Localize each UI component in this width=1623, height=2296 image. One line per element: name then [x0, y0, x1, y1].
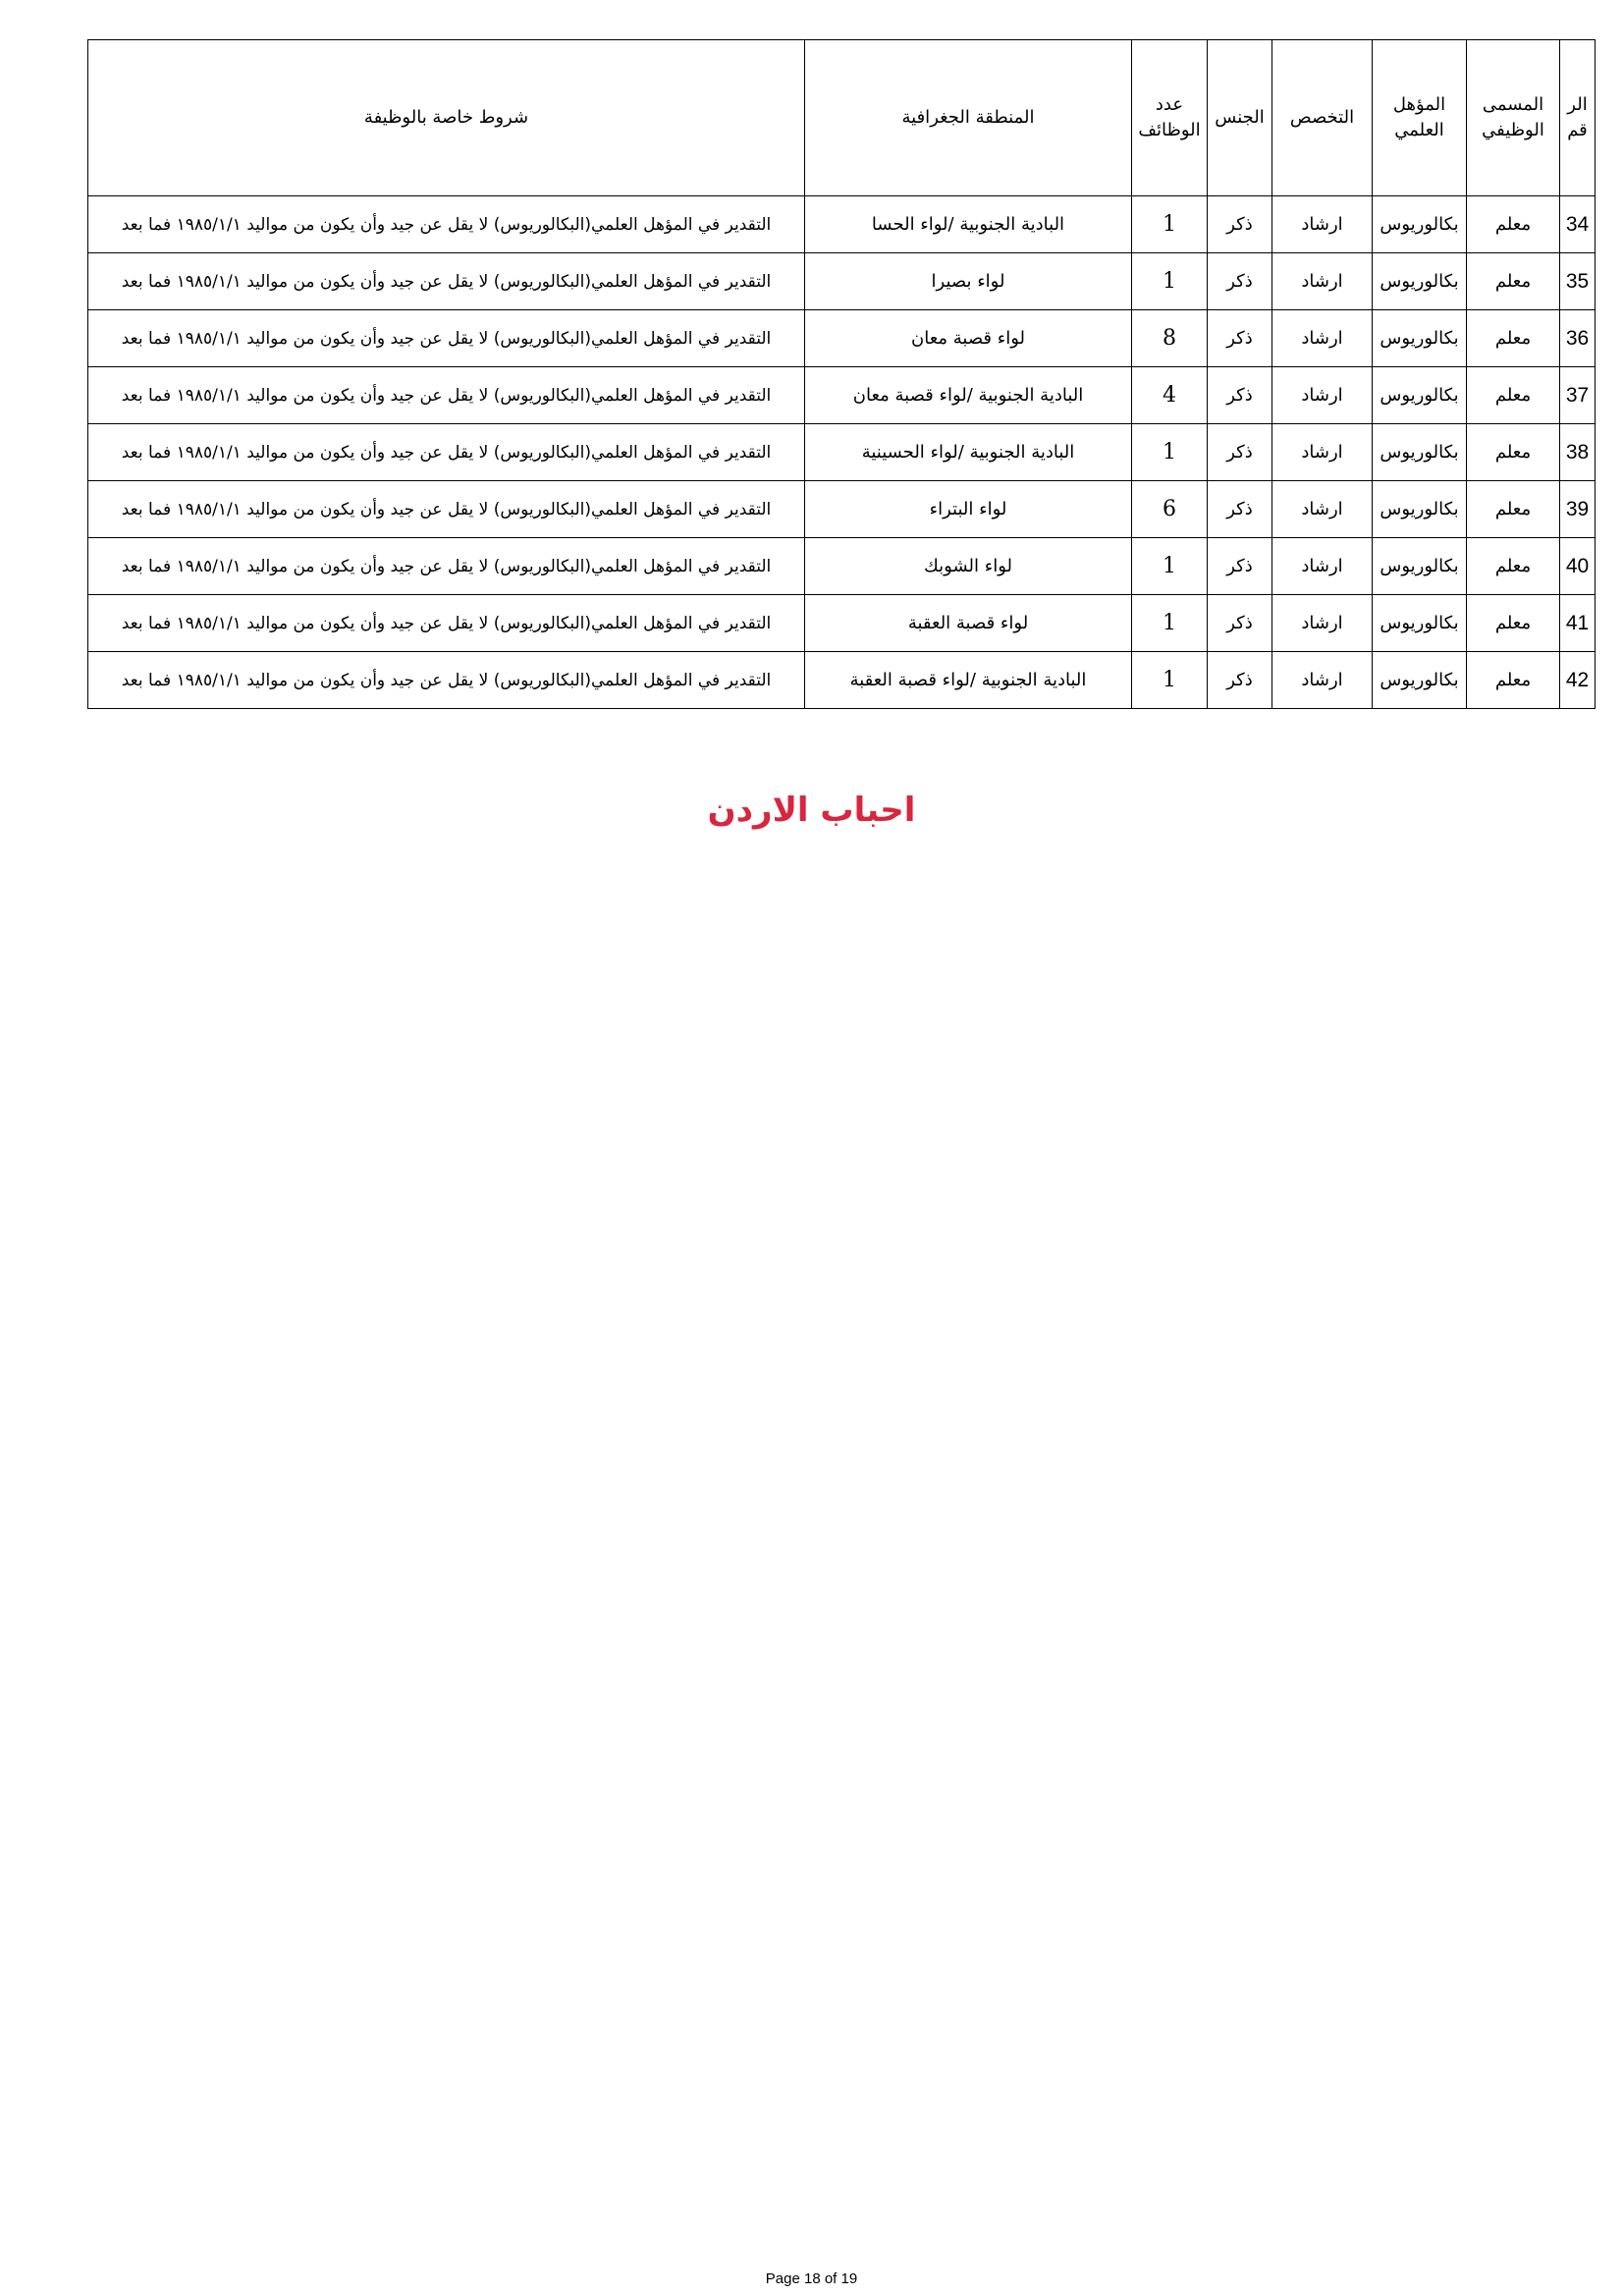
cell-qualification: بكالوريوس: [1373, 367, 1467, 424]
cell-region: البادية الجنوبية /لواء الحسينية: [805, 424, 1132, 481]
table-row: [88, 196, 1596, 253]
table-header-row: [88, 40, 1596, 196]
cell-gender: ذكر: [1208, 652, 1272, 709]
cell-job-title: معلم: [1467, 538, 1560, 595]
table-row: [88, 595, 1596, 652]
page-number: Page 18 of 19: [765, 2270, 858, 2287]
cell-specialization: ارشاد: [1272, 310, 1373, 367]
header-region: المنطقة الجغرافية: [805, 40, 1132, 196]
cell-conditions: التقدير في المؤهل العلمي(البكالوريوس) لا يقل عن جيد وأن يكون من مواليد ١٩٨٥/١/١ فما بعد: [88, 424, 805, 481]
cell-qualification: بكالوريوس: [1373, 253, 1467, 310]
cell-gender: ذكر: [1208, 424, 1272, 481]
cell-job-title: معلم: [1467, 253, 1560, 310]
cell-qualification: بكالوريوس: [1373, 424, 1467, 481]
cell-qualification: بكالوريوس: [1373, 538, 1467, 595]
header-rank: الر قم: [1560, 40, 1596, 196]
cell-region: لواء الشوبك: [805, 538, 1132, 595]
cell-rank: 35: [1560, 253, 1596, 310]
table-row: [88, 253, 1596, 310]
header-conditions: شروط خاصة بالوظيفة: [88, 40, 805, 196]
header-gender: الجنس: [1208, 40, 1272, 196]
cell-gender: ذكر: [1208, 196, 1272, 253]
cell-specialization: ارشاد: [1272, 481, 1373, 538]
cell-job-count: 8: [1132, 310, 1208, 367]
cell-conditions: التقدير في المؤهل العلمي(البكالوريوس) لا يقل عن جيد وأن يكون من مواليد ١٩٨٥/١/١ فما بعد: [88, 310, 805, 367]
cell-gender: ذكر: [1208, 310, 1272, 367]
header-job-count: عدد الوظائف: [1132, 40, 1208, 196]
table-row: [88, 652, 1596, 709]
cell-job-title: معلم: [1467, 196, 1560, 253]
cell-conditions: التقدير في المؤهل العلمي(البكالوريوس) لا يقل عن جيد وأن يكون من مواليد ١٩٨٥/١/١ فما بعد: [88, 595, 805, 652]
cell-rank: 34: [1560, 196, 1596, 253]
cell-region: البادية الجنوبية /لواء قصبة معان: [805, 367, 1132, 424]
cell-conditions: التقدير في المؤهل العلمي(البكالوريوس) لا يقل عن جيد وأن يكون من مواليد ١٩٨٥/١/١ فما بعد: [88, 652, 805, 709]
cell-job-count: 1: [1132, 253, 1208, 310]
header-qualification: المؤهل العلمي: [1373, 40, 1467, 196]
cell-rank: 40: [1560, 538, 1596, 595]
cell-job-title: معلم: [1467, 595, 1560, 652]
cell-rank: 38: [1560, 424, 1596, 481]
cell-job-title: معلم: [1467, 424, 1560, 481]
table-row: [88, 424, 1596, 481]
cell-gender: ذكر: [1208, 538, 1272, 595]
cell-rank: 36: [1560, 310, 1596, 367]
cell-job-count: 1: [1132, 424, 1208, 481]
cell-qualification: بكالوريوس: [1373, 196, 1467, 253]
cell-region: البادية الجنوبية /لواء قصبة العقبة: [805, 652, 1132, 709]
cell-specialization: ارشاد: [1272, 196, 1373, 253]
cell-job-title: معلم: [1467, 367, 1560, 424]
table-row: [88, 481, 1596, 538]
cell-region: لواء بصيرا: [805, 253, 1132, 310]
cell-conditions: التقدير في المؤهل العلمي(البكالوريوس) لا يقل عن جيد وأن يكون من مواليد ١٩٨٥/١/١ فما بعد: [88, 481, 805, 538]
header-specialization: التخصص: [1272, 40, 1373, 196]
cell-gender: ذكر: [1208, 481, 1272, 538]
header-job-title: المسمى الوظيفي: [1467, 40, 1560, 196]
cell-region: لواء البتراء: [805, 481, 1132, 538]
cell-job-count: 1: [1132, 595, 1208, 652]
cell-job-count: 1: [1132, 652, 1208, 709]
cell-specialization: ارشاد: [1272, 538, 1373, 595]
watermark-text: احباب الاردن: [707, 791, 916, 830]
cell-region: البادية الجنوبية /لواء الحسا: [805, 196, 1132, 253]
cell-specialization: ارشاد: [1272, 595, 1373, 652]
cell-specialization: ارشاد: [1272, 424, 1373, 481]
table-row: [88, 367, 1596, 424]
cell-conditions: التقدير في المؤهل العلمي(البكالوريوس) لا يقل عن جيد وأن يكون من مواليد ١٩٨٥/١/١ فما بعد: [88, 367, 805, 424]
cell-region: لواء قصبة معان: [805, 310, 1132, 367]
cell-gender: ذكر: [1208, 595, 1272, 652]
jobs-table: [87, 39, 1596, 709]
cell-conditions: التقدير في المؤهل العلمي(البكالوريوس) لا يقل عن جيد وأن يكون من مواليد ١٩٨٥/١/١ فما بعد: [88, 196, 805, 253]
cell-job-title: معلم: [1467, 481, 1560, 538]
cell-rank: 41: [1560, 595, 1596, 652]
cell-qualification: بكالوريوس: [1373, 595, 1467, 652]
cell-qualification: بكالوريوس: [1373, 310, 1467, 367]
cell-rank: 37: [1560, 367, 1596, 424]
cell-region: لواء قصبة العقبة: [805, 595, 1132, 652]
cell-qualification: بكالوريوس: [1373, 652, 1467, 709]
cell-rank: 42: [1560, 652, 1596, 709]
cell-job-count: 1: [1132, 196, 1208, 253]
table-row: [88, 310, 1596, 367]
cell-rank: 39: [1560, 481, 1596, 538]
cell-job-count: 4: [1132, 367, 1208, 424]
cell-job-count: 6: [1132, 481, 1208, 538]
table-row: [88, 538, 1596, 595]
cell-job-title: معلم: [1467, 310, 1560, 367]
cell-gender: ذكر: [1208, 253, 1272, 310]
cell-qualification: بكالوريوس: [1373, 481, 1467, 538]
cell-gender: ذكر: [1208, 367, 1272, 424]
cell-conditions: التقدير في المؤهل العلمي(البكالوريوس) لا يقل عن جيد وأن يكون من مواليد ١٩٨٥/١/١ فما بعد: [88, 538, 805, 595]
cell-conditions: التقدير في المؤهل العلمي(البكالوريوس) لا يقل عن جيد وأن يكون من مواليد ١٩٨٥/١/١ فما بعد: [88, 253, 805, 310]
cell-specialization: ارشاد: [1272, 652, 1373, 709]
cell-job-title: معلم: [1467, 652, 1560, 709]
cell-specialization: ارشاد: [1272, 253, 1373, 310]
cell-specialization: ارشاد: [1272, 367, 1373, 424]
cell-job-count: 1: [1132, 538, 1208, 595]
